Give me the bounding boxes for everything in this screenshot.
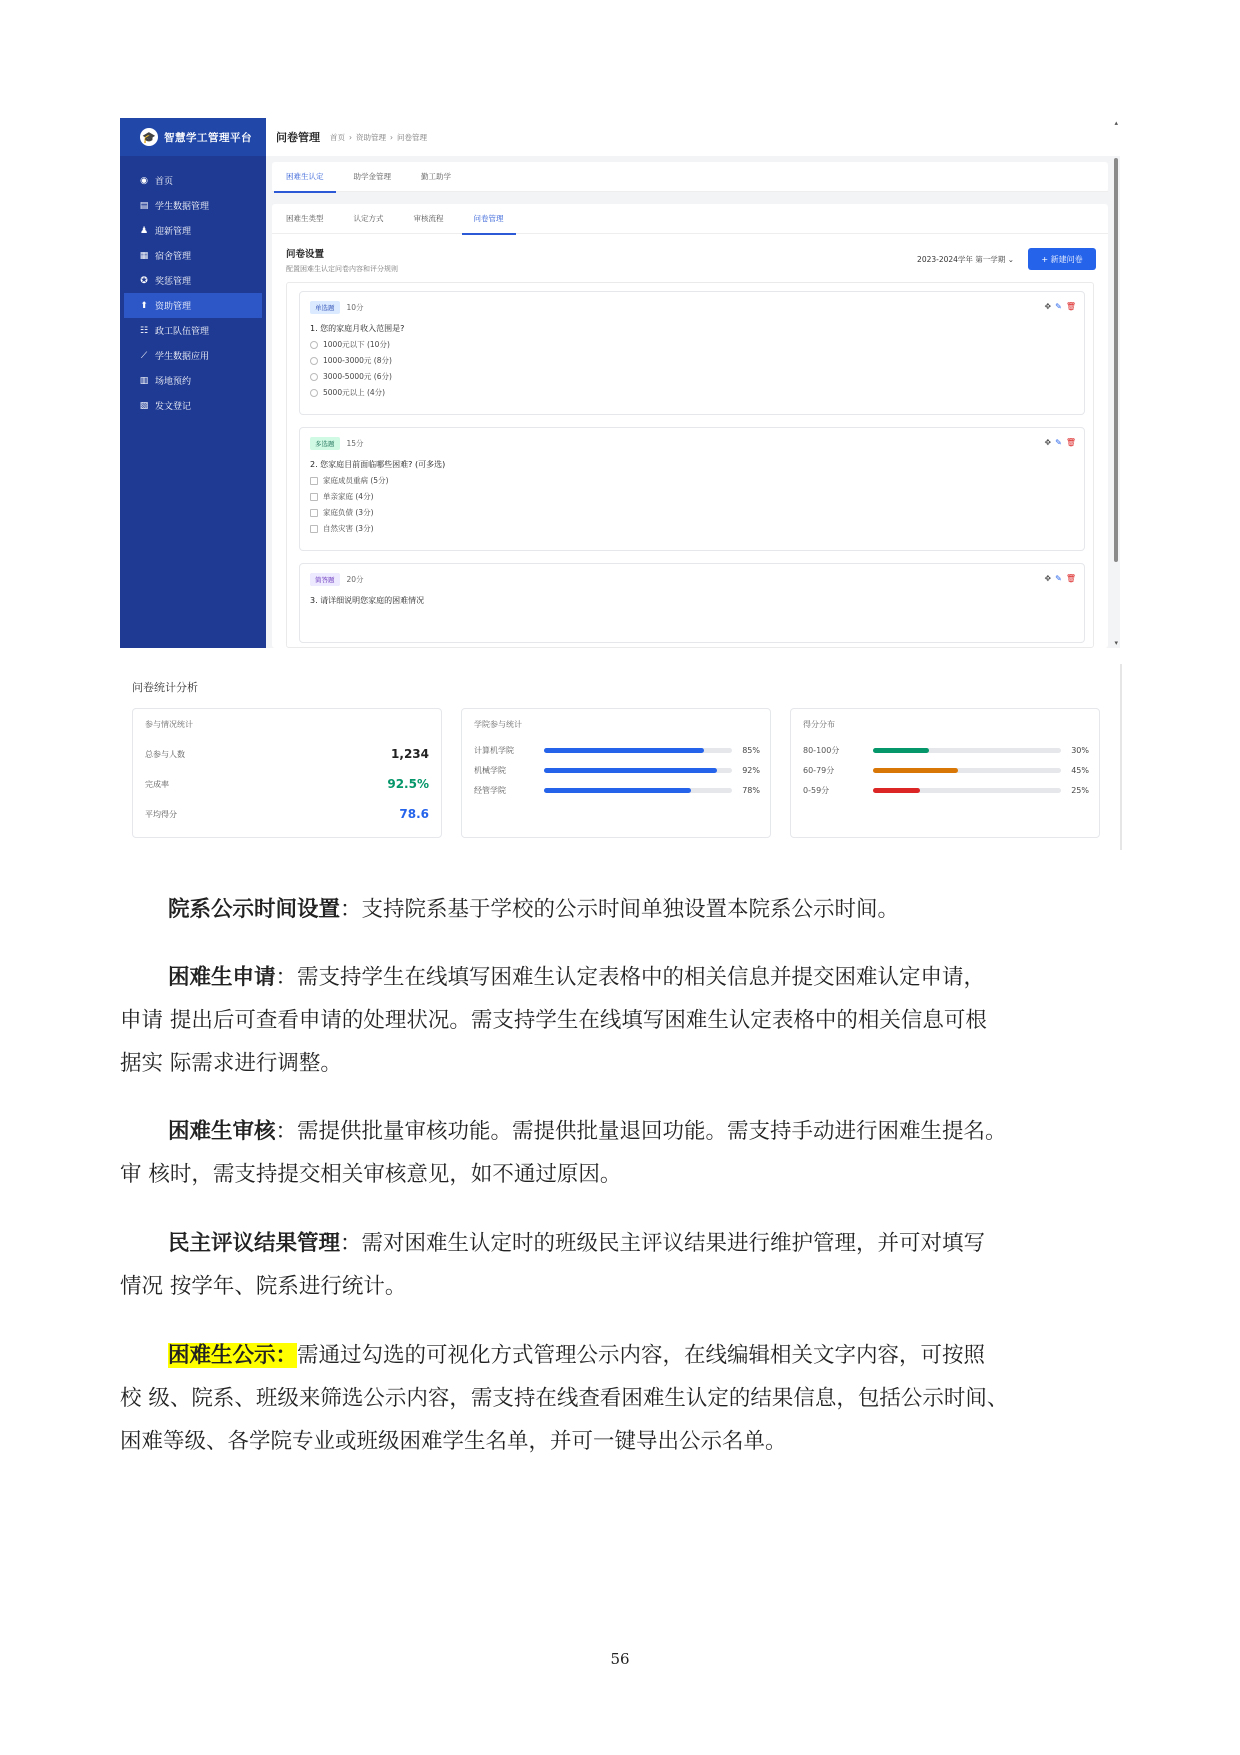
- checkbox[interactable]: [310, 525, 318, 533]
- move-icon[interactable]: ✥: [1044, 438, 1052, 447]
- stat-row: 总参与人数 1,234: [145, 747, 429, 761]
- sidebar-item-label: 发文登记: [155, 402, 192, 412]
- stat-value: 92.5%: [387, 777, 429, 791]
- chart-line-icon: ⟋: [140, 350, 148, 361]
- paragraph-review: 困难生审核：需提供批量审核功能。需提供批量退回功能。需支持手动进行困难生提名。 审 核时，需支持提交相关审核意见，如不通过原因。: [120, 1119, 1007, 1187]
- sidebar-item-label: 宿舍管理: [155, 252, 192, 262]
- page-number: 56: [610, 1650, 630, 1668]
- scroll-down-arrow-icon[interactable]: ▾: [1114, 639, 1118, 647]
- question-score: 10分: [346, 303, 364, 312]
- checkbox[interactable]: [310, 477, 318, 485]
- paragraph-lead: 困难生审核: [168, 1119, 276, 1144]
- card-title: 得分分布: [803, 720, 835, 729]
- tab-grant-management[interactable]: 助学金管理: [353, 172, 391, 181]
- bar-row: 机械学院 92%: [474, 766, 760, 775]
- sidebar-item-freshmen[interactable]: [124, 218, 262, 243]
- chevron-down-icon: ⌄: [1007, 255, 1014, 264]
- users-icon: ☷: [139, 325, 149, 336]
- question-option[interactable]: 单亲家庭 (4分): [310, 491, 1074, 502]
- move-icon[interactable]: ✥: [1044, 302, 1052, 311]
- progress-track: [544, 768, 732, 773]
- progress-track: [544, 788, 732, 793]
- tab-difficulty-recognition[interactable]: 困难生认定: [286, 162, 324, 192]
- sidebar-item-label: 学生数据管理: [155, 202, 210, 212]
- award-icon: ✪: [140, 275, 148, 286]
- breadcrumb: [330, 132, 427, 143]
- card-title: 参与情况统计: [145, 720, 193, 729]
- question-card: [299, 427, 1085, 551]
- user-add-icon: ♟: [139, 225, 149, 236]
- breadcrumb-home[interactable]: 首页: [330, 132, 345, 142]
- progress-fill: [873, 768, 958, 773]
- progress-track: [873, 748, 1061, 753]
- sidebar-item-dormitory[interactable]: [124, 243, 262, 268]
- paragraph-evaluation: 民主评议结果管理：需对困难生认定时的班级民主评议结果进行维护管理，并可对填写 情况 按学年、院系进行统计。: [120, 1231, 986, 1299]
- bar-row: 计算机学院 85%: [474, 746, 760, 755]
- paragraph-publicity: 困难生公示：需通过勾选的可视化方式管理公示内容，在线编辑相关文字内容，可按照 校 级、院系、班级来筛选公示内容，需支持在线查看困难生认定的结果信息，包括公示时间、 困难等级、各学院专业或班级困难学生名单，并可一键导出公示名单。: [120, 1343, 1009, 1454]
- edit-icon[interactable]: ✎: [1055, 302, 1062, 311]
- progress-track: [544, 748, 732, 753]
- question-option[interactable]: 自然灾害 (3分): [310, 523, 1074, 534]
- main-content: [266, 118, 1120, 648]
- radio-button[interactable]: [310, 373, 318, 381]
- question-option[interactable]: 3000-5000元 (6分): [310, 371, 1074, 382]
- checkbox[interactable]: [310, 509, 318, 517]
- building-icon: ▦: [139, 250, 149, 261]
- card-title: 学院参与统计: [474, 720, 522, 729]
- sidebar-item-label: 学生数据应用: [155, 352, 210, 362]
- paragraph-lead: 民主评议结果管理: [168, 1231, 341, 1256]
- progress-fill: [544, 748, 704, 753]
- question-option[interactable]: 1000元以下 (10分): [310, 339, 1074, 350]
- breadcrumb-current: 问卷管理: [397, 132, 427, 142]
- stat-value: 1,234: [391, 747, 429, 761]
- term-select-value: 2023-2024学年 第一学期: [917, 255, 1006, 264]
- edit-icon[interactable]: ✎: [1055, 438, 1062, 447]
- checkbox[interactable]: [310, 493, 318, 501]
- paragraph-lead: 院系公示时间设置: [168, 897, 341, 922]
- paragraph-lead-highlighted: 困难生公示：: [168, 1343, 298, 1368]
- progress-fill: [873, 748, 929, 753]
- list-icon: ▤: [139, 200, 149, 211]
- tab-questionnaire-management[interactable]: 问卷管理: [474, 204, 504, 234]
- questionnaire-statistics-screenshot: [120, 664, 1122, 850]
- section-subtitle: 配置困难生认定问卷内容和评分规则: [286, 265, 398, 273]
- stats-title: 问卷统计分析: [132, 681, 198, 694]
- sidebar-item-label: 资助管理: [155, 302, 192, 312]
- stat-row: 完成率 92.5%: [145, 777, 429, 791]
- scroll-up-arrow-icon[interactable]: ▴: [1114, 119, 1118, 127]
- sidebar-item-label: 首页: [155, 177, 174, 187]
- tab-difficulty-types[interactable]: 困难生类型: [286, 214, 324, 223]
- question-score: 15分: [346, 439, 364, 448]
- top-tabs: [272, 162, 1108, 192]
- question-title: 2. 您家庭目前面临哪些困难? (可多选): [310, 460, 446, 469]
- calendar-icon: ▥: [139, 375, 149, 386]
- question-card: [299, 563, 1085, 643]
- trash-icon[interactable]: 🗑: [1065, 574, 1076, 583]
- progress-track: [873, 768, 1061, 773]
- sidebar-item-label: 政工队伍管理: [155, 327, 210, 337]
- sidebar-item-venue-booking[interactable]: [124, 368, 262, 393]
- radio-button[interactable]: [310, 357, 318, 365]
- trash-icon[interactable]: 🗑: [1065, 302, 1076, 311]
- questionnaire-app-screenshot: [120, 118, 1120, 648]
- score-distribution-card: [790, 708, 1100, 838]
- sidebar-item-documents[interactable]: [124, 393, 262, 418]
- sidebar-item-label: 场地预约: [155, 377, 192, 387]
- brand-logo[interactable]: [120, 118, 266, 156]
- radio-button[interactable]: [310, 389, 318, 397]
- tab-work-study[interactable]: 勤工助学: [421, 172, 451, 181]
- sidebar: [120, 118, 266, 648]
- paragraph-application: 困难生申请：需支持学生在线填写困难生认定表格中的相关信息并提交困难认定申请， 申请 提出后可查看申请的处理状况。需支持学生在线填写困难生认定表格中的相关信息可根 据实 际需求进行调整。: [120, 965, 987, 1076]
- college-participation-card: [461, 708, 771, 838]
- participation-card: [132, 708, 442, 838]
- term-select[interactable]: [917, 254, 1014, 265]
- progress-fill: [544, 768, 717, 773]
- sidebar-menu: [120, 168, 266, 418]
- chevron-right-icon: ›: [349, 132, 352, 142]
- brand-name: 智慧学工管理平台: [164, 131, 252, 144]
- header: [266, 118, 1120, 156]
- question-score: 20分: [346, 575, 364, 584]
- question-option[interactable]: 家庭成员重病 (5分): [310, 475, 1074, 486]
- trash-icon[interactable]: 🗑: [1065, 438, 1076, 447]
- chevron-right-icon: ›: [390, 132, 393, 142]
- tab-review-process[interactable]: 审核流程: [413, 214, 444, 223]
- file-icon: ▧: [139, 400, 149, 411]
- question-card: [299, 291, 1085, 415]
- bar-row: 0-59分 25%: [803, 786, 1089, 795]
- edit-icon[interactable]: ✎: [1055, 574, 1062, 583]
- hand-holding-icon: ⬆: [140, 300, 148, 311]
- page-title: 问卷管理: [276, 131, 320, 144]
- bar-row: 60-79分 45%: [803, 766, 1089, 775]
- move-icon[interactable]: ✥: [1044, 574, 1052, 583]
- stat-row: 平均得分 78.6: [145, 807, 429, 821]
- sidebar-item-label: 奖惩管理: [155, 277, 192, 287]
- sidebar-item-rewards[interactable]: [124, 268, 262, 293]
- breadcrumb-financial-aid[interactable]: 资助管理: [356, 132, 386, 142]
- radio-button[interactable]: [310, 341, 318, 349]
- sidebar-item-staff[interactable]: [124, 318, 262, 343]
- progress-fill: [544, 788, 691, 793]
- scrollbar-thumb[interactable]: [1114, 158, 1118, 562]
- question-title: 3. 请详细说明您家庭的困难情况: [310, 596, 425, 605]
- new-questionnaire-button[interactable]: + 新建问卷: [1028, 248, 1096, 270]
- graduation-cap-icon: 🎓: [140, 128, 158, 146]
- sidebar-item-home[interactable]: [124, 168, 262, 193]
- progress-track: [873, 788, 1061, 793]
- sidebar-item-student-data[interactable]: [124, 193, 262, 218]
- section-header: [272, 234, 1108, 284]
- question-option[interactable]: 家庭负债 (3分): [310, 507, 1074, 518]
- sidebar-item-label: 迎新管理: [155, 227, 192, 237]
- question-title: 1. 您的家庭月收入范围是?: [310, 324, 405, 333]
- bar-row: 经管学院 78%: [474, 786, 760, 795]
- paragraph-lead: 困难生申请: [168, 965, 276, 990]
- paragraph-publicity-time: 院系公示时间设置：支持院系基于学校的公示时间单独设置本院系公示时间。: [168, 897, 900, 922]
- questionnaire-panel: [272, 204, 1108, 648]
- question-list: [286, 282, 1094, 648]
- sidebar-item-financial-aid[interactable]: [124, 293, 262, 318]
- tab-recognition-methods[interactable]: 认定方式: [353, 214, 384, 223]
- question-type-badge: 多选题: [310, 437, 340, 450]
- question-option[interactable]: 1000-3000元 (8分): [310, 355, 1074, 366]
- stat-value: 78.6: [399, 807, 429, 821]
- question-type-badge: 单选题: [310, 301, 340, 314]
- question-type-badge: 简答题: [310, 573, 340, 586]
- sidebar-item-data-apps[interactable]: [124, 343, 262, 368]
- dashboard-icon: ◉: [140, 175, 148, 186]
- progress-fill: [873, 788, 920, 793]
- bar-row: 80-100分 30%: [803, 746, 1089, 755]
- question-option[interactable]: 5000元以上 (4分): [310, 387, 1074, 398]
- section-title: 问卷设置: [286, 249, 325, 260]
